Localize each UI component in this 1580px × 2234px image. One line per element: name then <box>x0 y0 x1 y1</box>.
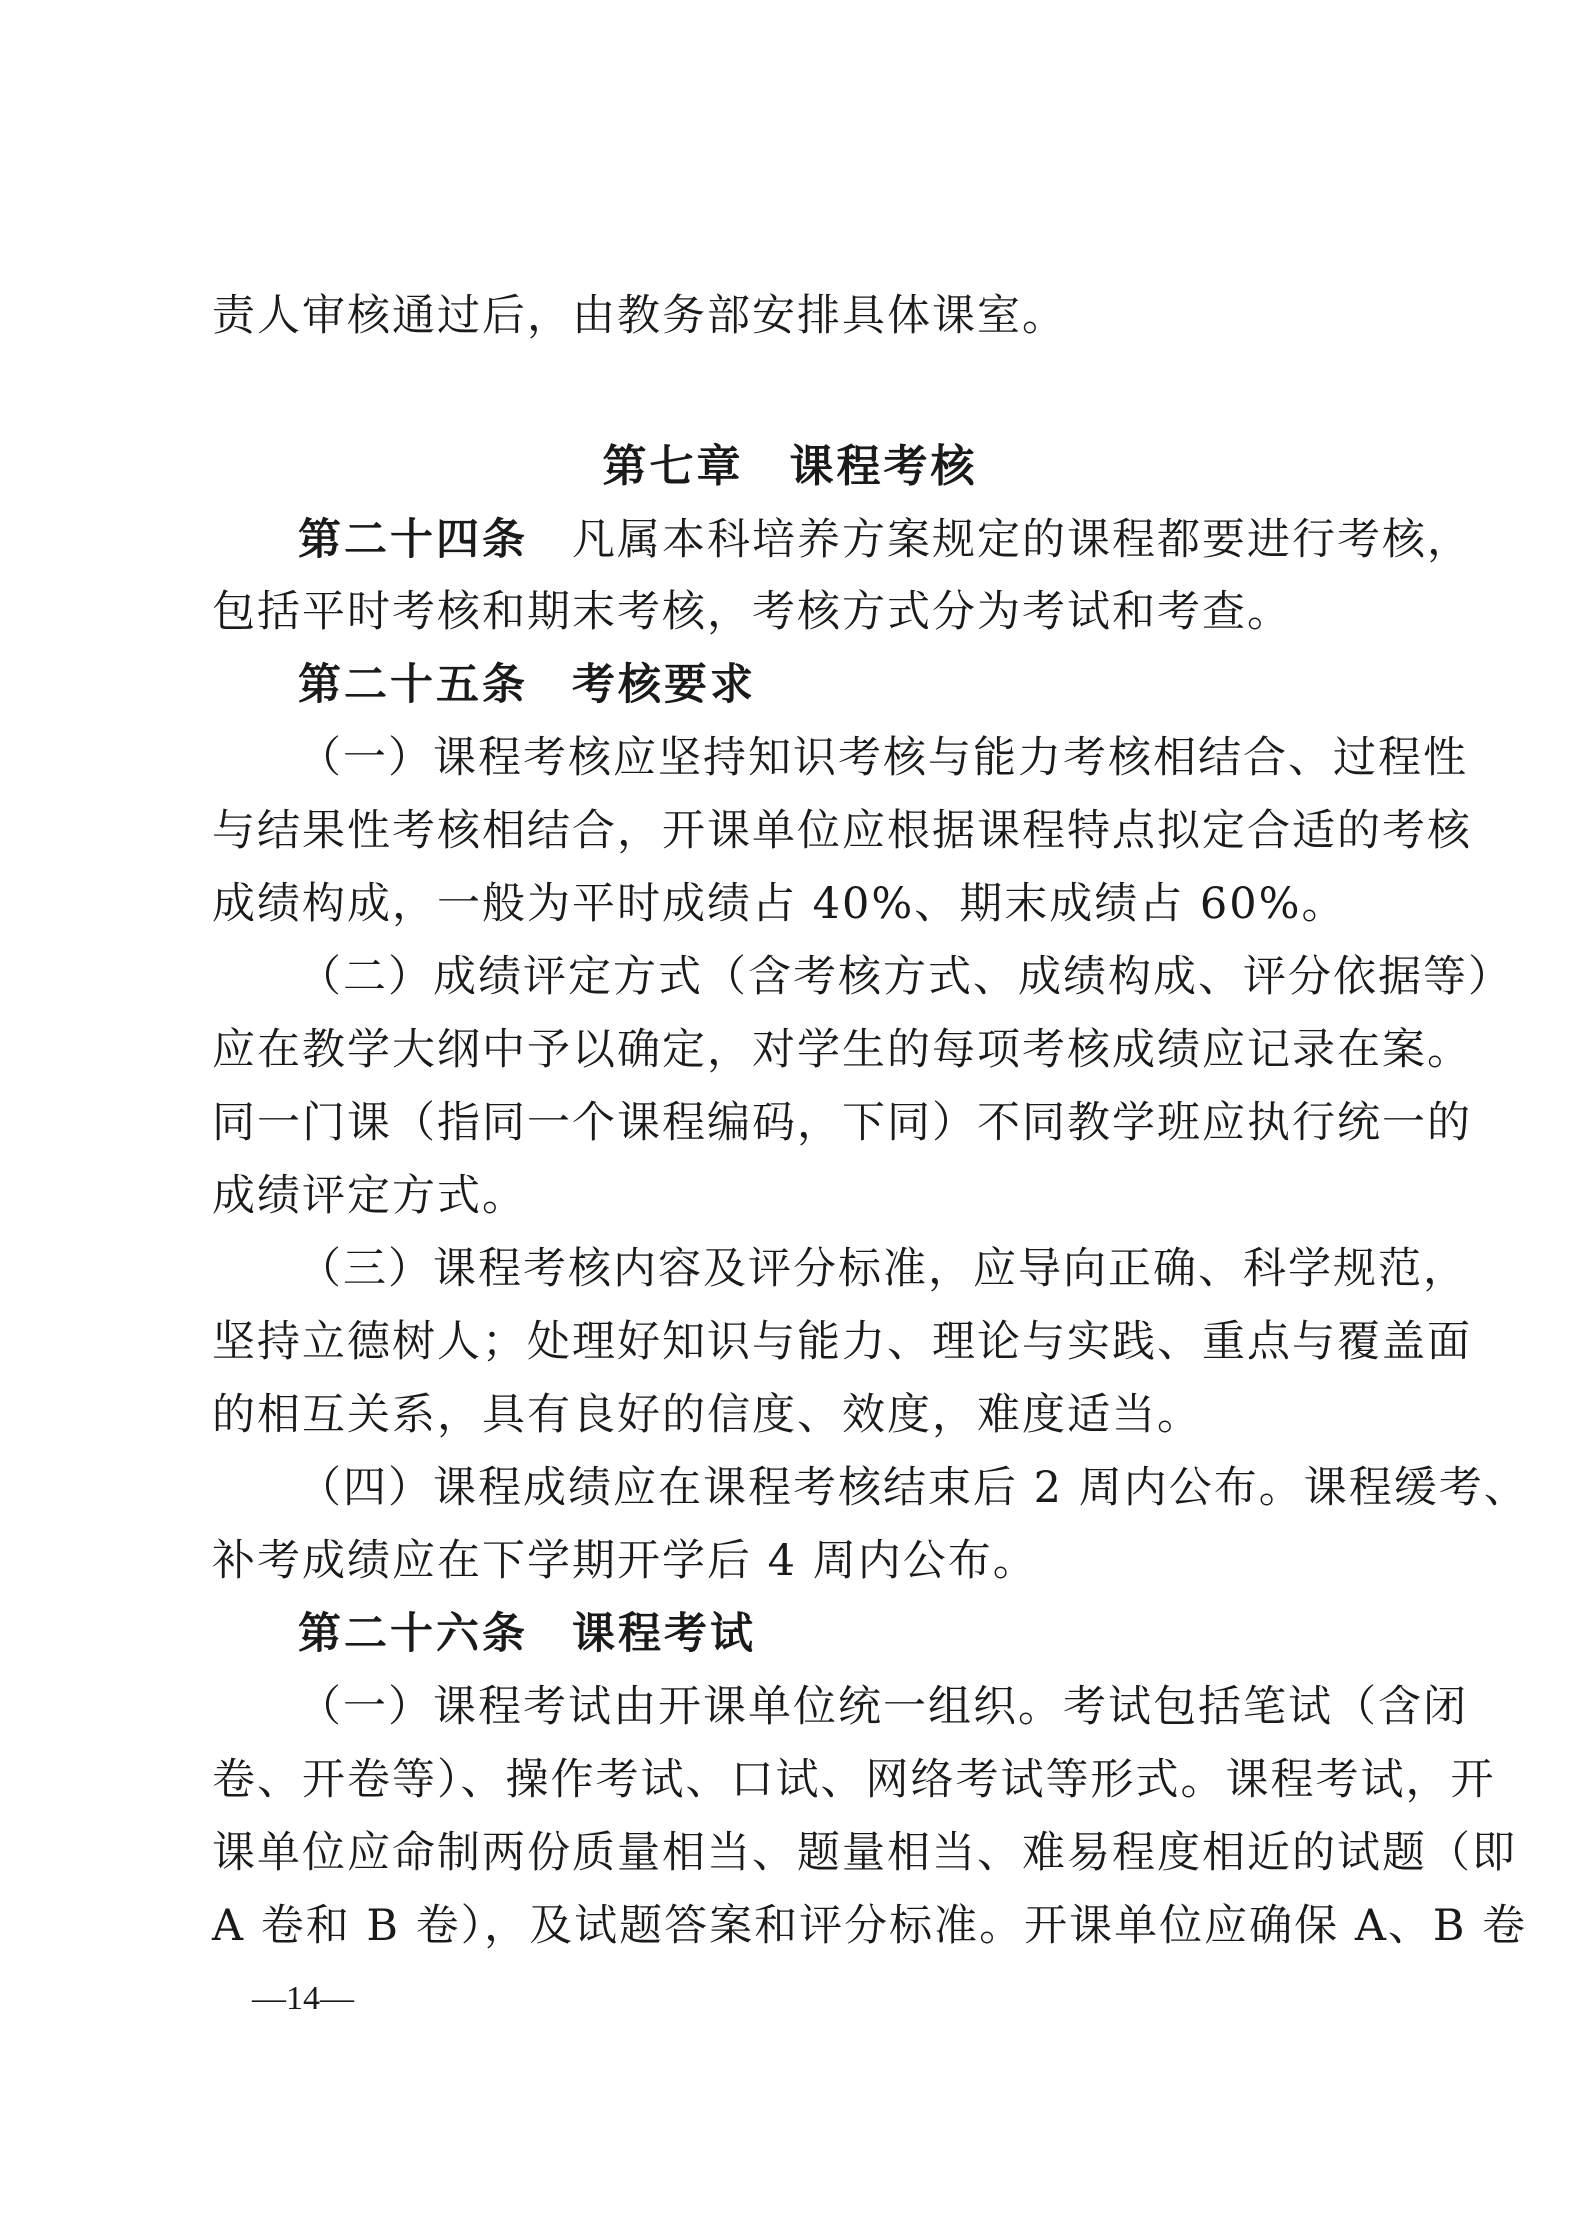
paragraph-line: 的相互关系，具有良好的信度、效度，难度适当。 <box>212 1390 1202 1440</box>
paragraph-line: （一）课程考核应坚持知识考核与能力考核相结合、过程性 <box>298 733 1468 783</box>
chapter-title: 课程考核 <box>789 441 978 492</box>
article-25-heading: 第二十五条 <box>298 660 528 710</box>
chapter-number: 第七章 <box>602 441 744 492</box>
paragraph-line: 包括平时考核和期末考核，考核方式分为考试和考查。 <box>212 587 1292 637</box>
paragraph-line: A 卷和 B 卷），及试题答案和评分标准。开课单位应确保 A、B 卷 <box>212 1901 1528 1951</box>
paragraph-line: 应在教学大纲中予以确定，对学生的每项考核成绩应记录在案。 <box>212 1025 1472 1075</box>
paragraph-line: 成绩构成，一般为平时成绩占 40%、期末成绩占 60%。 <box>212 879 1347 929</box>
article-24-first-line <box>298 510 1472 570</box>
chapter-heading <box>0 437 1580 497</box>
paragraph-line: 坚持立德树人；处理好知识与能力、理论与实践、重点与覆盖面 <box>212 1317 1472 1367</box>
paragraph-line: 补考成绩应在下学期开学后 4 周内公布。 <box>212 1536 1038 1586</box>
paragraph-line: 与结果性考核相结合，开课单位应根据课程特点拟定合适的考核 <box>212 806 1472 856</box>
paragraph-line: （四）课程成绩应在课程考核结束后 2 周内公布。课程缓考、 <box>298 1463 1529 1513</box>
paragraph-line: 同一门课（指同一个课程编码，下同）不同教学班应执行统一的 <box>212 1098 1472 1148</box>
article-26-title: 课程考试 <box>572 1609 756 1659</box>
page-number: —14— <box>252 1980 354 2017</box>
paragraph-line: （二）成绩评定方式（含考核方式、成绩构成、评分依据等） <box>298 952 1513 1002</box>
paragraph-line: 责人审核通过后，由教务部安排具体课室。 <box>212 291 1067 341</box>
article-24-text: 凡属本科培养方案规定的课程都要进行考核， <box>572 515 1472 565</box>
paragraph-line: （三）课程考核内容及评分标准，应导向正确、科学规范， <box>298 1244 1468 1294</box>
article-26-heading: 第二十六条 <box>298 1609 528 1659</box>
paragraph-line: 成绩评定方式。 <box>212 1171 527 1221</box>
paragraph-line: （一）课程考试由开课单位统一组织。考试包括笔试（含闭 <box>298 1682 1468 1732</box>
paragraph-line: 卷、开卷等）、操作考试、口试、网络考试等形式。课程考试，开 <box>212 1755 1496 1805</box>
paragraph-line: 课单位应命制两份质量相当、题量相当、难易程度相近的试题（即 <box>212 1828 1517 1878</box>
article-24-heading: 第二十四条 <box>298 515 528 565</box>
article-25-title: 考核要求 <box>572 660 756 710</box>
article-26-heading-line <box>298 1604 1392 1664</box>
article-25-heading-line <box>298 655 1392 715</box>
